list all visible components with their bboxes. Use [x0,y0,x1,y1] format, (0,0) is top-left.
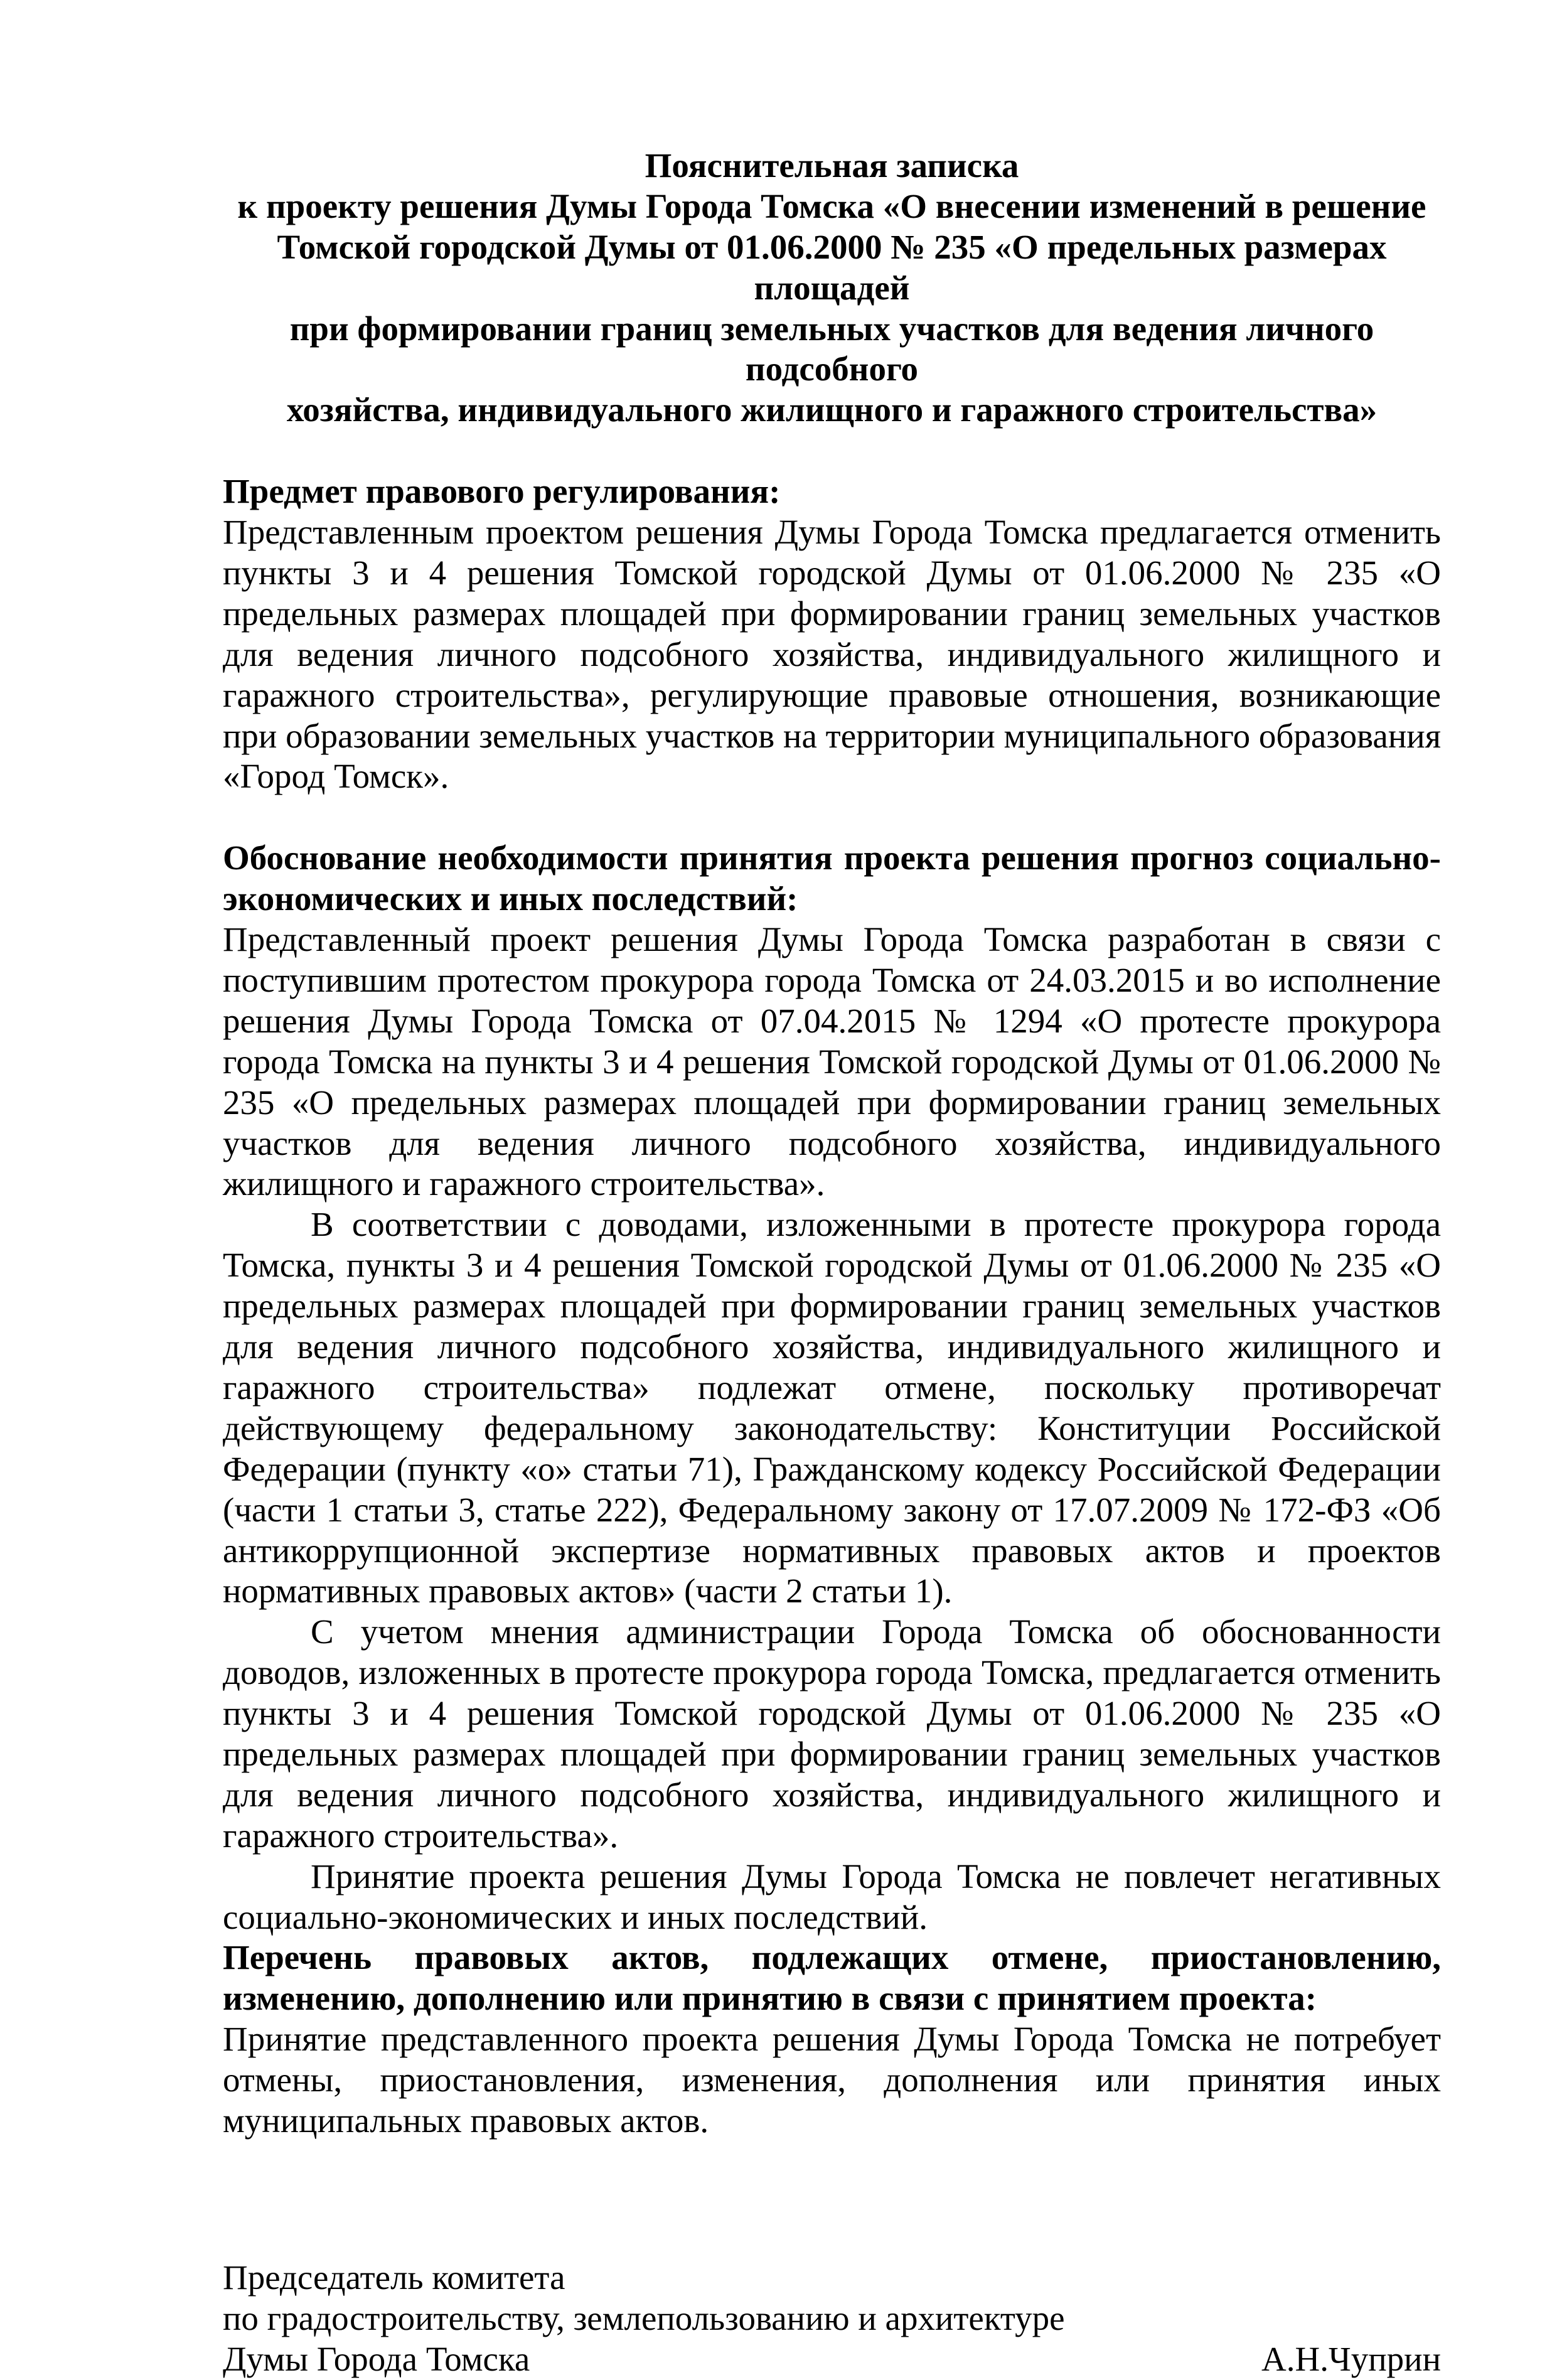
subject-heading: Предмет правового регулирования: [223,472,781,511]
title-line-5: хозяйства, индивидуального жилищного и гаражного строительства» [286,390,1378,429]
subject-body-paragraph: Представленным проектом решения Думы Города Томска предлагается отменить пункты 3 и 4 решения Томской городской Думы от 01.06.2000 № 235 «О предельных размерах площадей при формировании границ земельных участков для ведения личного подсобного хозяйства, индивидуального жилищного и гаражного строительства», регулирующие правовые отношения, возникающие при образовании земельных участков на территории муниципального образования «Город Томск». [223,513,1441,796]
justification-paragraph-4: Принятие проекта решения Думы Города Томска не повлечет негативных социально-экономических и иных последствий. [223,1857,1441,1936]
signature-position-line-2: по градостроительству, землепользованию и архитектуре [223,2298,1065,2337]
document-title [223,146,1441,431]
justification-paragraph-2: В соответствии с доводами, изложенными в протесте прокурора города Томска, пункты 3 и 4 решения Томской городской Думы от 01.06.2000 № 235 «О предельных размерах площадей при формировании границ земельных участков для ведения личного подсобного хозяйства, индивидуального жилищного и гаражного строительства» подлежат отмене, поскольку противоречат действующему федеральному законодательству: Конституции Российской Федерации (пункту «о» статьи 71), Гражданскому кодексу Российской Федерации (части 1 статьи 3, статье 222), Федеральному закону от 17.07.2009 № 172-ФЗ «Об антикоррупционной экспертизе нормативных правовых актов и проектов нормативных правовых актов» (части 2 статьи 1). [223,1205,1441,1611]
title-line-3: Томской городской Думы от 01.06.2000 № 235 «О предельных размерах площадей [277,227,1387,307]
signature-name: А.Н.Чуприн [1261,2339,1441,2378]
title-line-2: к проекту решения Думы Города Томска «О внесении изменений в решение [237,186,1426,225]
signature-block [223,2258,1441,2380]
justification-heading: Обоснование необходимости принятия проекта решения прогноз социально-экономических и иных последствий: [223,839,1441,918]
signature-position-line-1: Председатель комитета [223,2258,565,2297]
acts-heading: Перечень правовых актов, подлежащих отмене, приостановлению, изменению, дополнению или принятию в связи с принятием проекта: [223,1938,1441,2018]
signature-row [223,2339,1441,2380]
signature-position-line-3: Думы Города Томска [223,2339,530,2378]
justification-paragraph-1: Представленный проект решения Думы Города Томска разработан в связи с поступившим протестом прокурора города Томска от 24.03.2015 и во исполнение решения Думы Города Томска от 07.04.2015 № 1294 «О протесте прокурора города Томска на пункты 3 и 4 решения Томской городской Думы от 01.06.2000 № 235 «О предельных размерах площадей при формировании границ земельных участков для ведения личного подсобного хозяйства, индивидуального жилищного и гаражного строительства». [223,920,1441,1203]
justification-paragraph-3: С учетом мнения администрации Города Томска об обоснованности доводов, изложенных в протесте прокурора города Томска, предлагается отменить пункты 3 и 4 решения Томской городской Думы от 01.06.2000 № 235 «О предельных размерах площадей при формировании границ земельных участков для ведения личного подсобного хозяйства, индивидуального жилищного и гаражного строительства». [223,1612,1441,1855]
title-line-1: Пояснительная записка [645,146,1019,185]
title-line-4: при формировании границ земельных участков для ведения личного подсобного [289,309,1374,389]
acts-body-paragraph: Принятие представленного проекта решения Думы Города Томска не потребует отмены, приостановления, изменения, дополнения или принятия иных муниципальных правовых актов. [223,2020,1441,2140]
